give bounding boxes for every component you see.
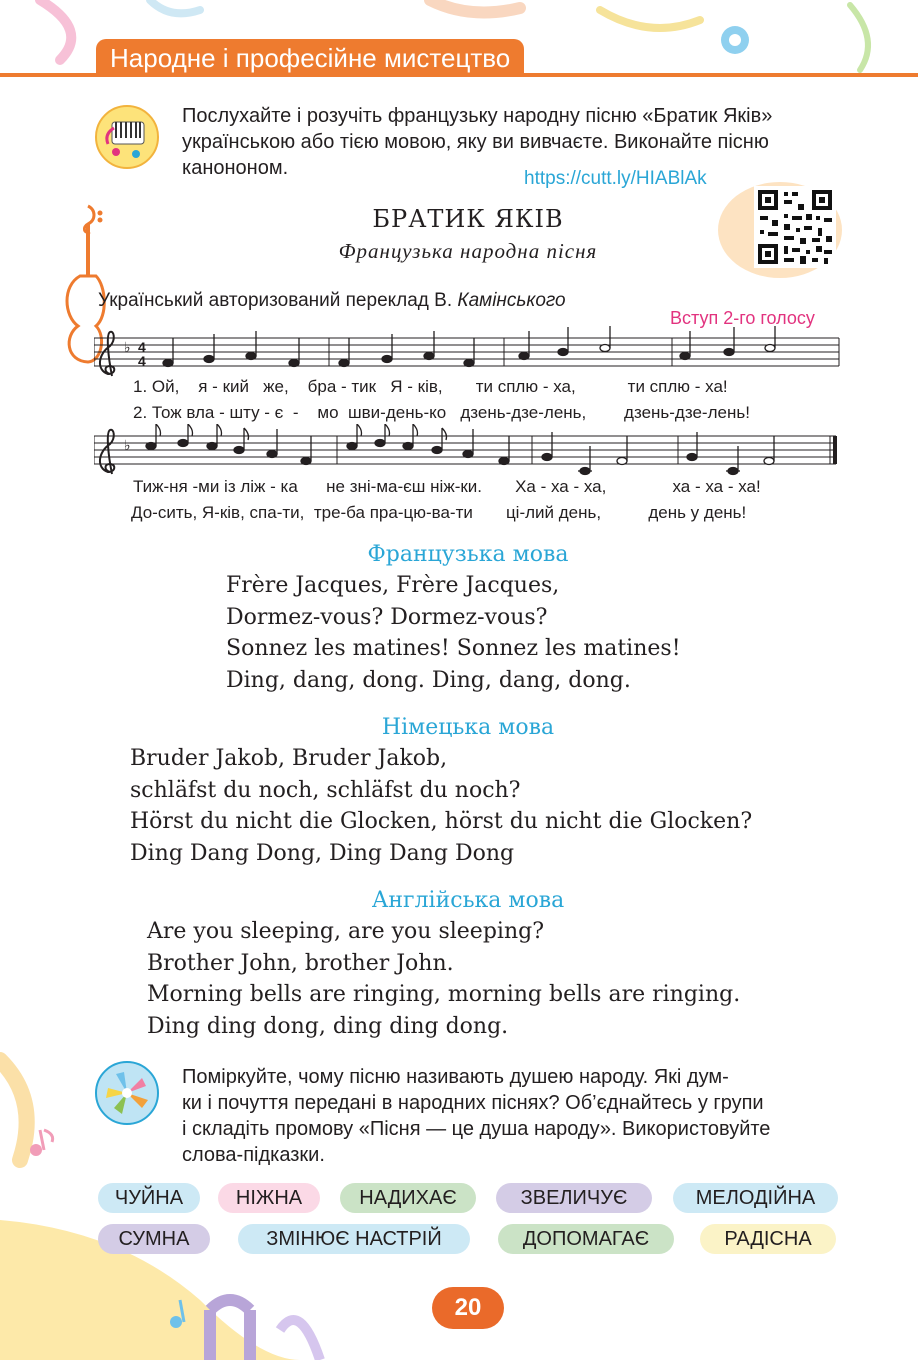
- task-text-line: Поміркуйте, чому пісню називають душею народу. Які дум-: [182, 1066, 729, 1088]
- task-text-line: українською або тією мовою, яку ви вивчаєте. Виконайте пісню: [182, 131, 769, 153]
- svg-text:♭: ♭: [124, 340, 131, 356]
- translator-prefix: Український авторизований переклад В.: [98, 290, 458, 311]
- svg-text:4: 4: [138, 339, 146, 355]
- group-hands-icon: [94, 1060, 160, 1126]
- song-title: БРАТИК ЯКІВ: [372, 205, 564, 233]
- task-text-line: канононом.: [182, 157, 289, 179]
- lyric-verse1-row1: 1. Ой, я - кий же, бра - тик Я - ків, ти сплю - ха, ти сплю - ха!: [133, 377, 728, 396]
- french-lyrics: [226, 570, 681, 696]
- translator-credit: [98, 290, 566, 312]
- verse-line: Sonnez les matines! Sonnez les matines!: [226, 636, 681, 661]
- verse-line: Frère Jacques, Frère Jacques,: [226, 573, 560, 598]
- hint-chip: НІЖНА: [218, 1183, 320, 1213]
- discussion-task: [182, 1064, 842, 1168]
- verse-line: Bruder Jakob, Bruder Jakob,: [130, 746, 448, 771]
- hint-chip: ДОПОМАГАЄ: [498, 1224, 674, 1254]
- music-staff-2: [94, 424, 842, 484]
- section-title: Народне і професійне мистецтво: [96, 39, 524, 75]
- hint-chip: ЗВЕЛИЧУЄ: [496, 1183, 652, 1213]
- lyric-verse1-row2: Тиж-ня -ми із ліж - ка не зні-ма-єш ніж-ки. Ха - ха - ха, ха - ха - ха!: [133, 477, 761, 496]
- hint-chip: МЕЛОДІЙНА: [673, 1183, 838, 1213]
- music-listen-icon: [94, 104, 160, 170]
- lyric-verse2-row1: 2. Тож вла - шту - є - мо шви-день-ко дзень-дзе-лень, дзень-дзе-лень!: [133, 403, 750, 422]
- task-text-line: Послухайте і розучіть французьку народну пісню «Братик Яків»: [182, 105, 773, 127]
- verse-line: Dormez-vous? Dormez-vous?: [226, 604, 548, 630]
- german-heading: Німецька мова: [381, 715, 555, 740]
- verse-line: schläfst du noch, schläfst du noch?: [130, 777, 521, 803]
- translator-name: Камінського: [457, 290, 566, 311]
- english-heading: Англійська мова: [371, 888, 565, 913]
- verse-line: Hörst du nicht die Glocken, hörst du nicht die Glocken?: [130, 809, 753, 834]
- lyric-verse2-row2: До-сить, Я-ків, спа-ти, тре-ба пра-цю-ва-ти ці-лий день, день у день!: [131, 503, 747, 522]
- task-text-line: слова-підказки.: [182, 1144, 325, 1166]
- task-text-line: ки і почуття передані в народних піснях? Об’єднайтесь у групи: [182, 1092, 764, 1114]
- verse-line: Are you sleeping, are you sleeping?: [147, 919, 544, 944]
- svg-text:4: 4: [138, 353, 146, 369]
- english-lyrics: [147, 916, 740, 1042]
- verse-line: Brother John, brother John.: [147, 950, 454, 976]
- page-number: 20: [432, 1287, 504, 1329]
- hint-chip: СУМНА: [98, 1224, 210, 1254]
- verse-line: Morning bells are ringing, morning bells are ringing.: [147, 982, 741, 1007]
- song-subtitle: Французька народна пісня: [338, 239, 598, 263]
- french-heading: Французька мова: [367, 542, 569, 567]
- verse-line: Ding ding dong, ding ding dong.: [147, 1013, 509, 1039]
- header-rule: [0, 73, 918, 77]
- svg-text:♭: ♭: [124, 438, 131, 454]
- music-staff-1: [94, 326, 842, 382]
- hint-chip: НАДИХАЄ: [340, 1183, 476, 1213]
- verse-line: Ding, dang, dong. Ding, dang, dong.: [226, 667, 631, 693]
- task-text-line: і складіть промову «Пісня — це душа народу». Використовуйте: [182, 1118, 771, 1140]
- intro-second-voice-label: Вступ 2-го голосу: [670, 308, 815, 328]
- german-lyrics: [130, 743, 752, 869]
- hint-chip: РАДІСНА: [700, 1224, 836, 1254]
- hint-chip: ЗМІНЮЄ НАСТРІЙ: [238, 1224, 470, 1254]
- hint-chip: ЧУЙНА: [98, 1183, 200, 1213]
- audio-link[interactable]: https://cutt.ly/HIABlAk: [524, 168, 707, 189]
- verse-line: Ding Dang Dong, Ding Dang Dong: [130, 840, 515, 866]
